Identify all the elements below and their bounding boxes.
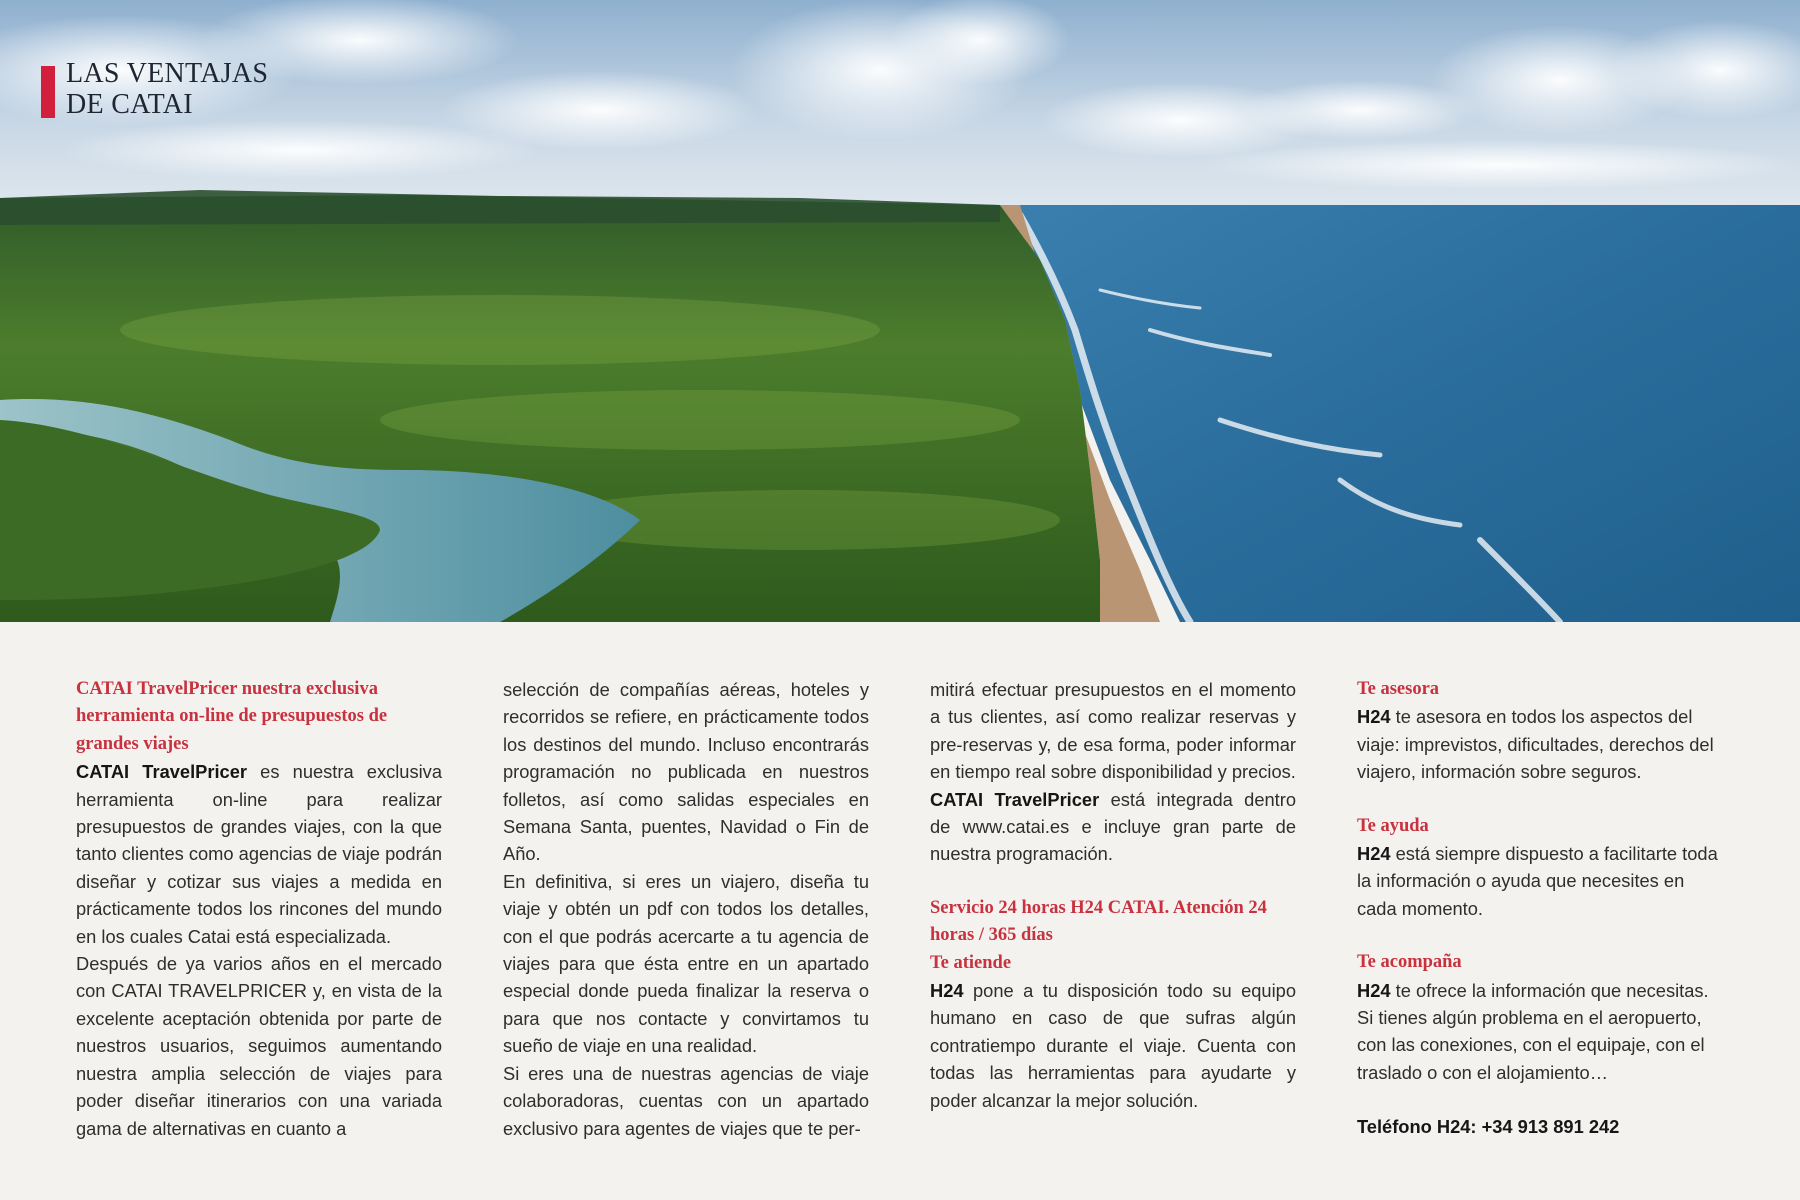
column-4-paragraph-3	[1357, 977, 1725, 1087]
service-name: H24	[1357, 979, 1391, 1001]
column-3-paragraph-2-text: está integrada dentro de www.catai.es e incluye gran parte de nuestra programación.	[930, 788, 1297, 865]
service-name: H24	[1357, 706, 1391, 728]
service-name: H24	[930, 980, 964, 1002]
column-3-paragraph-3-text: pone a tu disposición todo su equipo humano en caso de que sufras algún contratiempo durante el viaje. Cuenta con todas las herramientas para ayudarte y poder alcanzar la mejor solución.	[930, 980, 1296, 1111]
column-4-heading-3: Te acompaña	[1357, 952, 1462, 973]
phone-number[interactable]	[1357, 1113, 1725, 1140]
text-column-1	[76, 676, 442, 1142]
text-column-3	[930, 676, 1296, 1114]
column-1-heading: CATAI TravelPricer nuestra exclusiva herramienta on-line de presupuestos de grandes viajes	[76, 679, 388, 754]
column-4-paragraph-1-text: te asesora en todos los aspectos del viaje: imprevistos, dificultades, derechos del viajero, información sobre seguros.	[1357, 706, 1714, 783]
column-3-heading: Servicio 24 horas H24 CATAI. Atención 24 horas / 365 días	[930, 897, 1267, 946]
column-4-paragraph-1	[1357, 703, 1725, 785]
text-column-2	[503, 676, 869, 1142]
column-3-subheading: Te atiende	[930, 952, 1012, 973]
text-column-4	[1357, 676, 1725, 1141]
phone-number-text[interactable]: Teléfono H24: +34 913 891 242	[1357, 1116, 1620, 1138]
page-title-line1: LAS VENTAJAS	[66, 58, 269, 89]
column-4-heading-2: Te ayuda	[1357, 815, 1429, 836]
column-1-paragraph-1	[76, 758, 442, 950]
column-3-paragraph-2	[930, 786, 1296, 868]
column-1-paragraph-1-text: es nuestra exclusiva herramienta on-line para realizar presupuestos de grandes viajes, con la que tanto clientes como agencias de viaje podrán diseñar y cotizar sus viajes a medida en prácticamente todos los rincones del mundo en los cuales Catai está especializada.	[76, 761, 442, 947]
service-name: H24	[1357, 843, 1391, 865]
column-4-paragraph-2-text: está siempre dispuesto a facilitarte toda la información o ayuda que necesites en cada momento.	[1357, 843, 1718, 919]
page-title	[66, 58, 268, 120]
page-title-line2: DE CATAI	[66, 89, 193, 120]
column-2-paragraph-2: En definitiva, si eres un viajero, diseña tu viaje y obtén un pdf con todos los detalles, con el que podrás acercarte a tu agencia de viajes para que ésta entre en un apartado especial donde pueda finalizar la reserva o para que nos contacte y convirtamos tu sueño de viaje en una realidad.	[503, 870, 869, 1057]
header-accent-bar	[41, 66, 55, 118]
column-3-paragraph-1: mitirá efectuar presupuestos en el momento a tus clientes, así como realizar reservas y pre-reservas y, de esa forma, poder informar en tiempo real sobre disponibilidad y precios.	[930, 679, 1296, 783]
column-1-paragraph-2: Después de ya varios años en el mercado con CATAI TRAVELPRICER y, en vista de la excelente aceptación obtenida por parte de nuestros usuarios, seguimos aumentando nuestra amplia selección de viajes para poder diseñar itinerarios con una variada gama de alternativas en cuanto a	[76, 953, 442, 1139]
column-4-paragraph-3-text: te ofrece la información que necesitas. Si tienes algún problema en el aeropuerto, con las conexiones, con el equipaje, con el traslado o con el alojamiento…	[1357, 979, 1709, 1083]
column-2-paragraph-3: Si eres una de nuestras agencias de viaje colaboradoras, cuentas con un apartado exclusivo para agentes de viajes que te per-	[503, 1062, 869, 1139]
brand-name: CATAI TravelPricer	[930, 788, 1100, 810]
column-2-paragraph-1: selección de compañías aéreas, hoteles y recorridos se refiere, en prácticamente todos los destinos del mundo. Incluso encontrarás programación no publicada en nuestros folletos, así como salidas especiales en Semana Santa, puentes, Navidad o Fin de Año.	[503, 679, 869, 865]
brand-name: CATAI TravelPricer	[76, 761, 247, 783]
column-4-paragraph-2	[1357, 840, 1725, 922]
column-4-heading-1: Te asesora	[1357, 679, 1440, 699]
column-3-paragraph-3	[930, 977, 1296, 1114]
